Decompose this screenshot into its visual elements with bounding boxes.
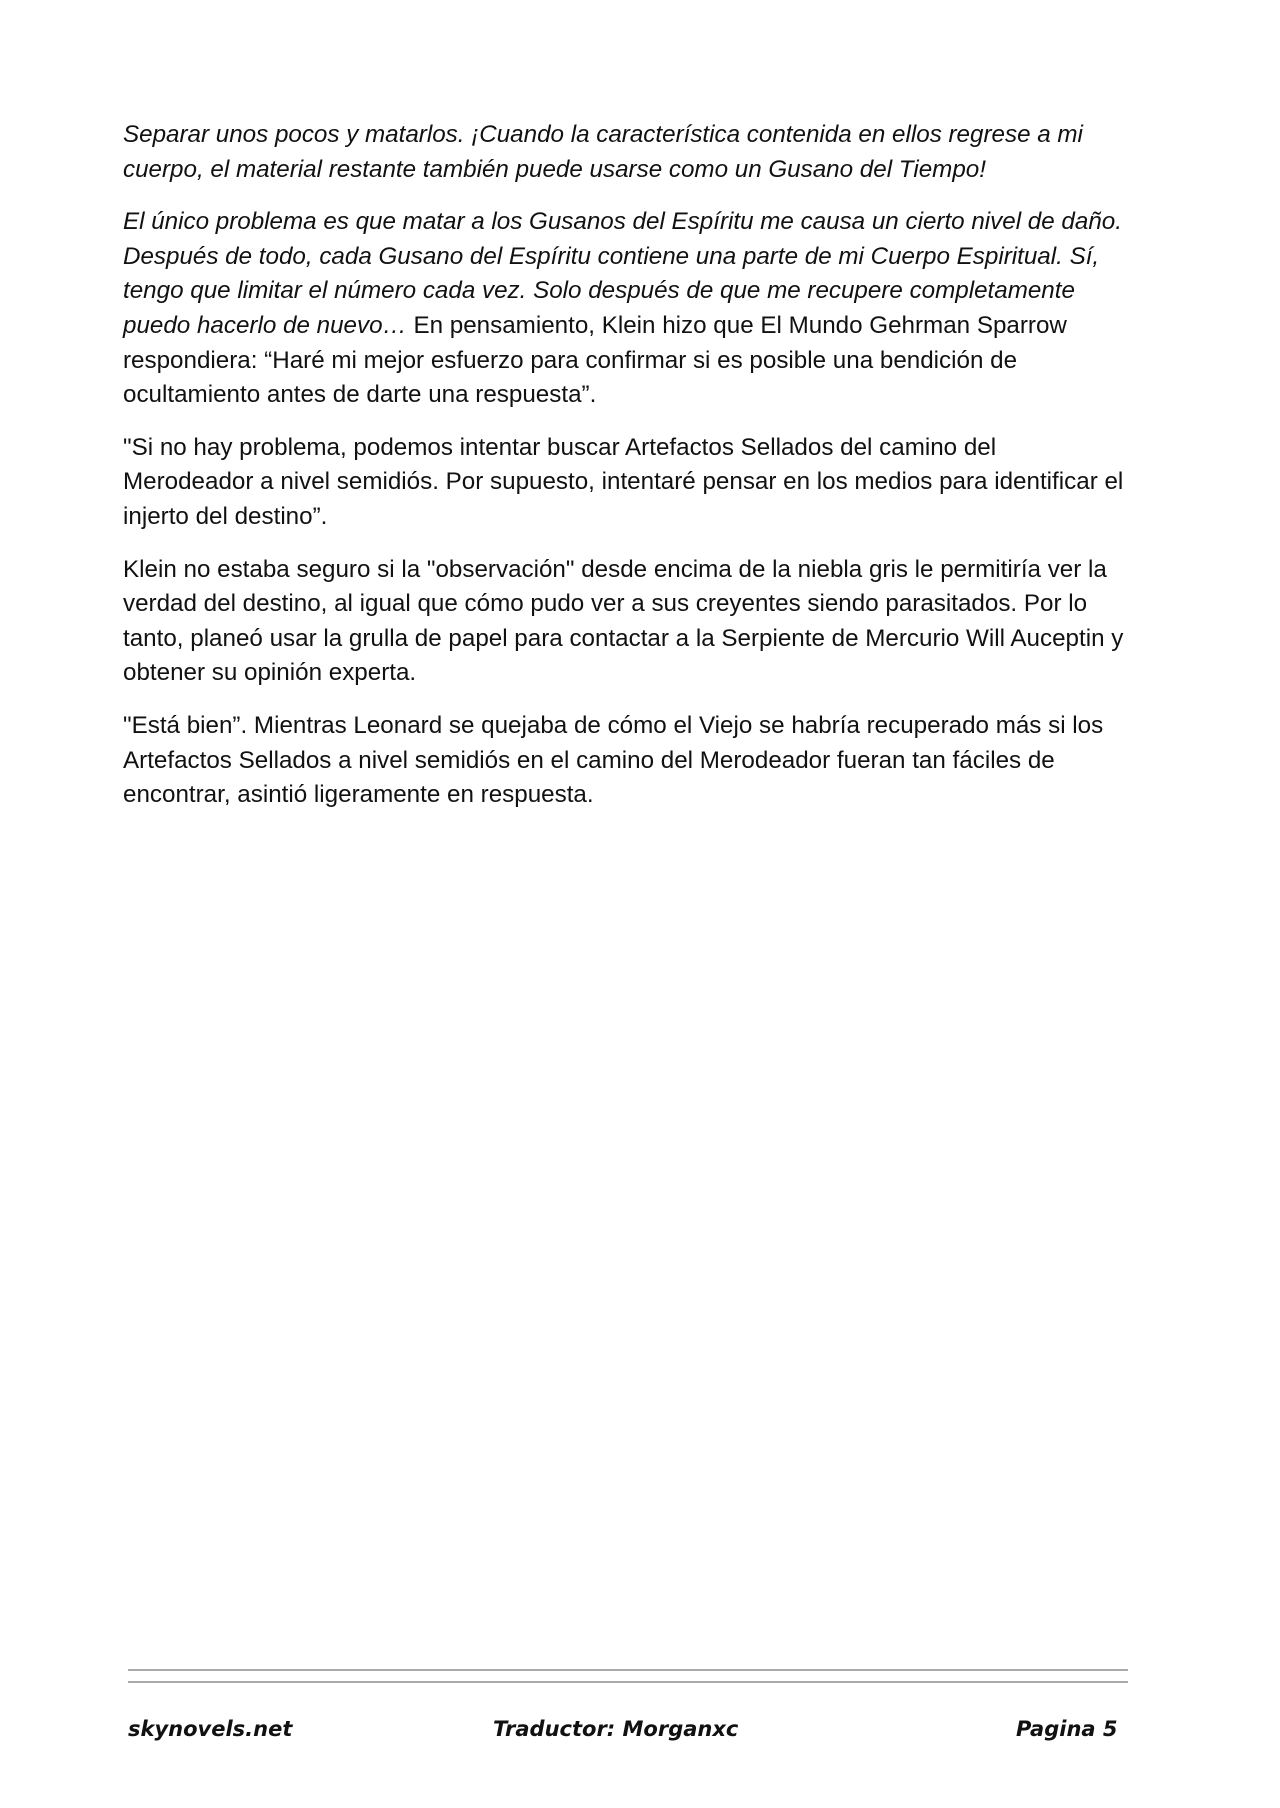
document-body	[123, 118, 1133, 831]
paragraph-4-regular-text: Klein no estaba seguro si la "observación" desde encima de la niebla gris le permitiría ver la verdad del destino, al igual que cómo pudo ver a sus creyentes siendo parasitados. Por lo tanto, planeó usar la grulla de papel para contactar a la Serpiente de Mercurio Will Auceptin y obtener su opinión experta.	[123, 555, 1124, 687]
footer-page-number: Pagina 5	[1016, 1717, 1118, 1741]
paragraph-5	[123, 709, 1133, 813]
paragraph-4	[123, 553, 1133, 691]
paragraph-2	[123, 205, 1133, 413]
paragraph-2-regular-text: En pensamiento, Klein hizo que El Mundo Gehrman Sparrow respondiera: “Haré mi mejor esfuerzo para confirmar si es posible una bendición de ocultamiento antes de darte una respuesta”.	[123, 311, 1067, 409]
footer-site: skynovels.net	[128, 1717, 293, 1741]
paragraph-3-regular-text: "Si no hay problema, podemos intentar buscar Artefactos Sellados del camino del Merodeador a nivel semidiós. Por supuesto, intentaré pensar en los medios para identificar el injerto del destino”.	[123, 433, 1124, 530]
paragraph-5-regular-text: "Está bien”. Mientras Leonard se quejaba de cómo el Viejo se habría recuperado más si los Artefactos Sellados a nivel semidiós en el camino del Merodeador fueran tan fáciles de encontrar, asintió ligeramente en respuesta.	[123, 711, 1104, 809]
paragraph-3	[123, 431, 1133, 535]
footer-divider-bottom	[128, 1681, 1128, 1683]
paragraph-2-italic-text: El único problema es que matar a los Gusanos del Espíritu me causa un cierto nivel de daño. Después de todo, cada Gusano del Espíritu contiene una parte de mi Cuerpo Espiritual. Sí, tengo que limitar el número cada vez. Solo después de que me recupere completamente puedo hacerlo de nuevo…	[123, 208, 1122, 339]
paragraph-1	[123, 118, 1133, 187]
paragraph-1-italic-text: Separar unos pocos y matarlos. ¡Cuando la característica contenida en ellos regrese a mi cuerpo, el material restante también puede usarse como un Gusano del Tiempo!	[123, 121, 1083, 183]
footer-divider-top	[128, 1669, 1128, 1671]
footer-translator: Traductor: Morganxc	[493, 1717, 739, 1741]
